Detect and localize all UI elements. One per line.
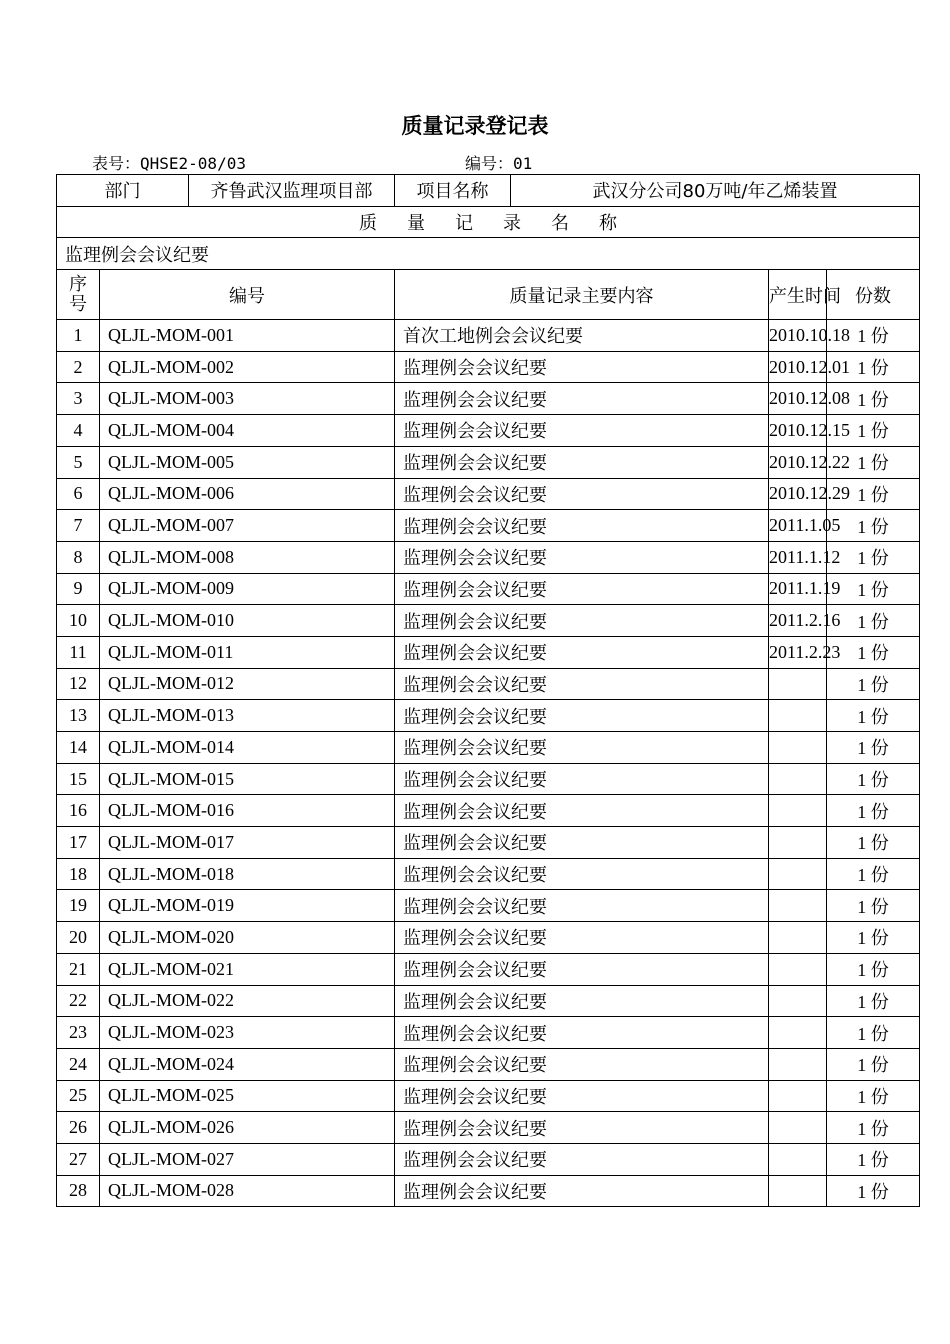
record-date: 2011.2.16 <box>769 605 827 637</box>
row-number: 18 <box>57 858 100 890</box>
record-date: 2010.12.15 <box>769 415 827 447</box>
record-content: 首次工地例会会议纪要 <box>395 320 769 352</box>
record-date <box>769 922 827 954</box>
record-content: 监理例会会议纪要 <box>395 922 769 954</box>
record-copies: 1 份 <box>827 541 920 573</box>
record-content: 监理例会会议纪要 <box>395 668 769 700</box>
record-content: 监理例会会议纪要 <box>395 541 769 573</box>
record-copies: 1 份 <box>827 890 920 922</box>
record-date: 2010.12.29 <box>769 478 827 510</box>
record-date: 2010.12.22 <box>769 446 827 478</box>
table-row <box>57 541 920 573</box>
record-date <box>769 668 827 700</box>
record-content: 监理例会会议纪要 <box>395 953 769 985</box>
record-date: 2010.12.01 <box>769 351 827 383</box>
record-copies: 1 份 <box>827 1112 920 1144</box>
record-date <box>769 890 827 922</box>
record-date: 2010.12.08 <box>769 383 827 415</box>
record-date <box>769 1048 827 1080</box>
record-code: QLJL-MOM-021 <box>100 953 395 985</box>
table-row <box>57 605 920 637</box>
record-code: QLJL-MOM-023 <box>100 1017 395 1049</box>
table-row <box>57 351 920 383</box>
table-row <box>57 1143 920 1175</box>
row-number: 17 <box>57 827 100 859</box>
record-code: QLJL-MOM-015 <box>100 763 395 795</box>
record-date <box>769 827 827 859</box>
record-code: QLJL-MOM-003 <box>100 383 395 415</box>
header-row <box>57 270 920 320</box>
section-title: 质量记录名称 <box>57 206 920 238</box>
table-row <box>57 795 920 827</box>
record-code: QLJL-MOM-017 <box>100 827 395 859</box>
record-copies: 1 份 <box>827 320 920 352</box>
record-date: 2011.1.19 <box>769 573 827 605</box>
record-copies: 1 份 <box>827 953 920 985</box>
row-number: 7 <box>57 510 100 542</box>
info-row <box>57 175 920 207</box>
project-value: 武汉分公司80万吨/年乙烯装置 <box>511 175 920 207</box>
form-number: 表号：QHSE2-08/03 <box>92 154 246 173</box>
row-number: 2 <box>57 351 100 383</box>
row-number: 28 <box>57 1175 100 1207</box>
record-copies: 1 份 <box>827 605 920 637</box>
record-date <box>769 953 827 985</box>
record-code: QLJL-MOM-022 <box>100 985 395 1017</box>
record-copies: 1 份 <box>827 1080 920 1112</box>
record-date: 2011.1.12 <box>769 541 827 573</box>
dept-value: 齐鲁武汉监理项目部 <box>189 175 395 207</box>
table-row <box>57 1175 920 1207</box>
record-content: 监理例会会议纪要 <box>395 446 769 478</box>
record-copies: 1 份 <box>827 763 920 795</box>
record-copies: 1 份 <box>827 795 920 827</box>
row-number: 25 <box>57 1080 100 1112</box>
record-code: QLJL-MOM-006 <box>100 478 395 510</box>
row-number: 27 <box>57 1143 100 1175</box>
table-row <box>57 668 920 700</box>
record-content: 监理例会会议纪要 <box>395 985 769 1017</box>
record-date <box>769 1175 827 1207</box>
table-row <box>57 985 920 1017</box>
record-code: QLJL-MOM-002 <box>100 351 395 383</box>
table-row <box>57 320 920 352</box>
table-row <box>57 573 920 605</box>
record-code: QLJL-MOM-005 <box>100 446 395 478</box>
record-copies: 1 份 <box>827 732 920 764</box>
record-code: QLJL-MOM-011 <box>100 636 395 668</box>
record-date <box>769 1143 827 1175</box>
row-number: 1 <box>57 320 100 352</box>
row-number: 12 <box>57 668 100 700</box>
record-copies: 1 份 <box>827 383 920 415</box>
record-content: 监理例会会议纪要 <box>395 1017 769 1049</box>
record-copies: 1 份 <box>827 1175 920 1207</box>
record-date <box>769 763 827 795</box>
record-date <box>769 1080 827 1112</box>
record-date <box>769 985 827 1017</box>
row-number: 24 <box>57 1048 100 1080</box>
record-content: 监理例会会议纪要 <box>395 383 769 415</box>
table-row <box>57 478 920 510</box>
record-date <box>769 700 827 732</box>
record-copies: 1 份 <box>827 1048 920 1080</box>
header-seq-bottom: 号 <box>69 293 87 315</box>
record-copies: 1 份 <box>827 446 920 478</box>
row-number: 19 <box>57 890 100 922</box>
header-copies: 份数 <box>827 270 920 320</box>
serial-number: 编号：01 <box>465 154 533 173</box>
table-row <box>57 1112 920 1144</box>
record-code: QLJL-MOM-019 <box>100 890 395 922</box>
record-content: 监理例会会议纪要 <box>395 700 769 732</box>
record-code: QLJL-MOM-010 <box>100 605 395 637</box>
record-copies: 1 份 <box>827 636 920 668</box>
row-number: 11 <box>57 636 100 668</box>
record-date <box>769 795 827 827</box>
dept-label: 部门 <box>57 175 189 207</box>
record-code: QLJL-MOM-009 <box>100 573 395 605</box>
record-date <box>769 858 827 890</box>
record-code: QLJL-MOM-004 <box>100 415 395 447</box>
row-number: 4 <box>57 415 100 447</box>
header-seq-top: 序 <box>69 273 87 295</box>
record-date: 2011.2.23 <box>769 636 827 668</box>
row-number: 22 <box>57 985 100 1017</box>
table-row <box>57 1080 920 1112</box>
header-seq <box>57 270 100 320</box>
record-copies: 1 份 <box>827 858 920 890</box>
header-content: 质量记录主要内容 <box>395 270 769 320</box>
table-row <box>57 890 920 922</box>
record-content: 监理例会会议纪要 <box>395 827 769 859</box>
record-code: QLJL-MOM-026 <box>100 1112 395 1144</box>
record-code: QLJL-MOM-013 <box>100 700 395 732</box>
table-row <box>57 763 920 795</box>
table-row <box>57 953 920 985</box>
record-copies: 1 份 <box>827 1017 920 1049</box>
quality-record-table <box>56 174 920 1207</box>
table-row <box>57 446 920 478</box>
record-code: QLJL-MOM-012 <box>100 668 395 700</box>
row-number: 10 <box>57 605 100 637</box>
row-number: 23 <box>57 1017 100 1049</box>
record-copies: 1 份 <box>827 351 920 383</box>
row-number: 13 <box>57 700 100 732</box>
record-code: QLJL-MOM-007 <box>100 510 395 542</box>
record-copies: 1 份 <box>827 415 920 447</box>
record-content: 监理例会会议纪要 <box>395 573 769 605</box>
record-content: 监理例会会议纪要 <box>395 795 769 827</box>
record-copies: 1 份 <box>827 700 920 732</box>
row-number: 9 <box>57 573 100 605</box>
record-content: 监理例会会议纪要 <box>395 478 769 510</box>
record-content: 监理例会会议纪要 <box>395 1080 769 1112</box>
table-row <box>57 1048 920 1080</box>
record-code: QLJL-MOM-018 <box>100 858 395 890</box>
record-content: 监理例会会议纪要 <box>395 605 769 637</box>
record-code: QLJL-MOM-024 <box>100 1048 395 1080</box>
row-number: 20 <box>57 922 100 954</box>
table-row <box>57 732 920 764</box>
record-content: 监理例会会议纪要 <box>395 415 769 447</box>
record-date <box>769 1112 827 1144</box>
row-number: 8 <box>57 541 100 573</box>
page-title: 质量记录登记表 <box>401 114 549 138</box>
record-content: 监理例会会议纪要 <box>395 351 769 383</box>
record-content: 监理例会会议纪要 <box>395 1048 769 1080</box>
record-code: QLJL-MOM-014 <box>100 732 395 764</box>
record-content: 监理例会会议纪要 <box>395 763 769 795</box>
record-date <box>769 732 827 764</box>
record-content: 监理例会会议纪要 <box>395 636 769 668</box>
record-code: QLJL-MOM-025 <box>100 1080 395 1112</box>
row-number: 3 <box>57 383 100 415</box>
record-copies: 1 份 <box>827 478 920 510</box>
table-row <box>57 383 920 415</box>
record-code: QLJL-MOM-008 <box>100 541 395 573</box>
record-copies: 1 份 <box>827 510 920 542</box>
record-content: 监理例会会议纪要 <box>395 1175 769 1207</box>
record-date: 2010.10.18 <box>769 320 827 352</box>
table-row <box>57 827 920 859</box>
project-label: 项目名称 <box>395 175 511 207</box>
record-code: QLJL-MOM-020 <box>100 922 395 954</box>
header-code: 编号 <box>100 270 395 320</box>
row-number: 16 <box>57 795 100 827</box>
record-name-row <box>57 238 920 270</box>
record-content: 监理例会会议纪要 <box>395 510 769 542</box>
section-row <box>57 206 920 238</box>
table-row <box>57 1017 920 1049</box>
record-code: QLJL-MOM-016 <box>100 795 395 827</box>
record-date <box>769 1017 827 1049</box>
row-number: 15 <box>57 763 100 795</box>
table-row <box>57 636 920 668</box>
record-content: 监理例会会议纪要 <box>395 890 769 922</box>
record-copies: 1 份 <box>827 1143 920 1175</box>
record-copies: 1 份 <box>827 668 920 700</box>
row-number: 21 <box>57 953 100 985</box>
record-code: QLJL-MOM-027 <box>100 1143 395 1175</box>
row-number: 6 <box>57 478 100 510</box>
record-code: QLJL-MOM-028 <box>100 1175 395 1207</box>
table-row <box>57 510 920 542</box>
record-content: 监理例会会议纪要 <box>395 732 769 764</box>
header-date: 产生时间 <box>769 270 827 320</box>
record-copies: 1 份 <box>827 573 920 605</box>
record-copies: 1 份 <box>827 985 920 1017</box>
record-name: 监理例会会议纪要 <box>57 238 920 270</box>
record-copies: 1 份 <box>827 922 920 954</box>
table-row <box>57 700 920 732</box>
record-content: 监理例会会议纪要 <box>395 858 769 890</box>
row-number: 26 <box>57 1112 100 1144</box>
record-content: 监理例会会议纪要 <box>395 1143 769 1175</box>
row-number: 14 <box>57 732 100 764</box>
row-number: 5 <box>57 446 100 478</box>
table-row <box>57 922 920 954</box>
table-row <box>57 415 920 447</box>
record-date: 2011.1.05 <box>769 510 827 542</box>
table-row <box>57 858 920 890</box>
record-copies: 1 份 <box>827 827 920 859</box>
record-content: 监理例会会议纪要 <box>395 1112 769 1144</box>
record-code: QLJL-MOM-001 <box>100 320 395 352</box>
